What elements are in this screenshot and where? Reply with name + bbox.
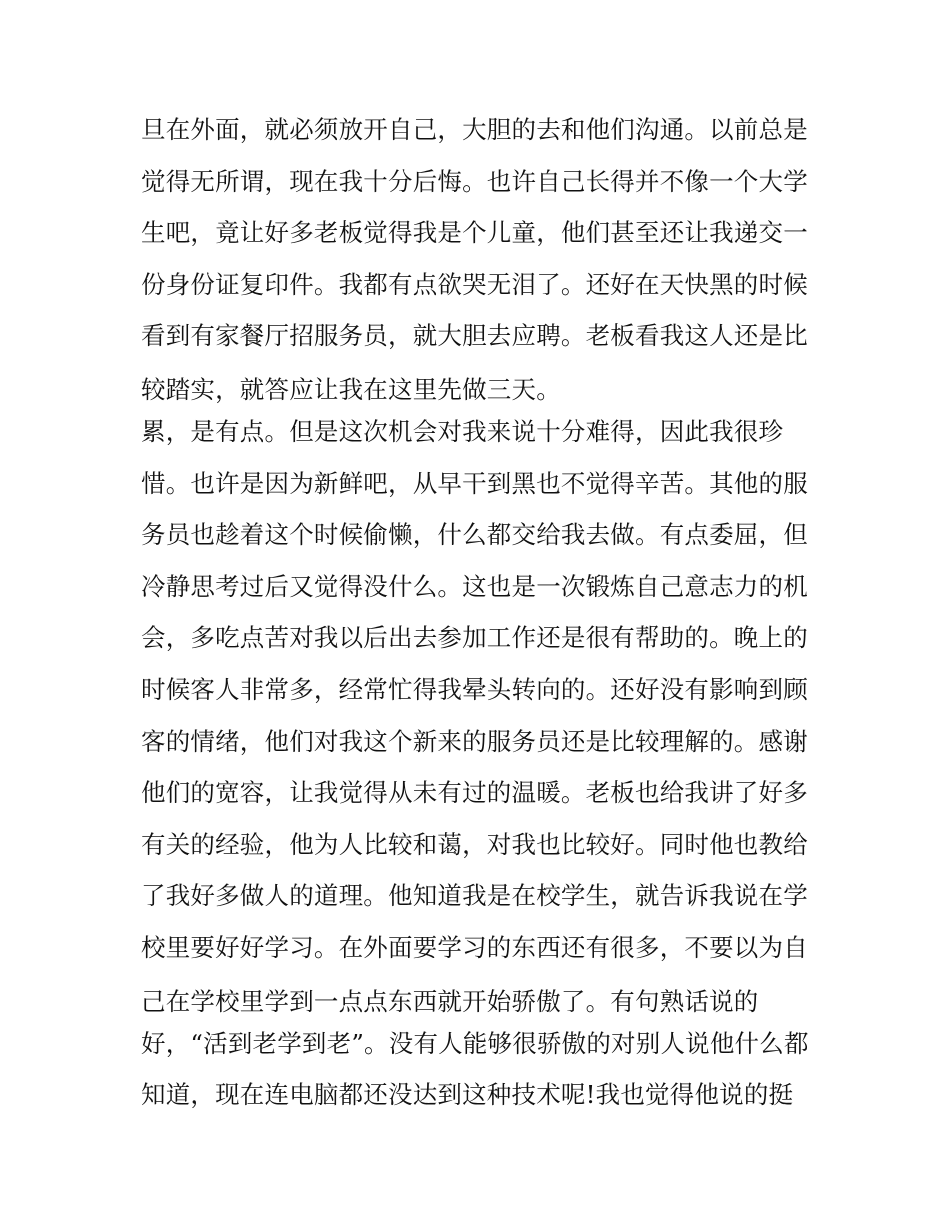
text-line: 好，“活到老学到老”。没有人能够很骄傲的对别人说他什么都 (141, 1028, 809, 1058)
text-line: 生吧，竟让好多老板觉得我是个儿童，他们甚至还让我递交一 (141, 218, 808, 248)
text-line: 觉得无所谓，现在我十分后悔。也许自己长得并不像一个大学 (141, 166, 808, 196)
body-text (141, 110, 821, 1127)
text-line: 己在学校里学到一点点东西就开始骄傲了。有句熟话说的 (141, 986, 759, 1016)
text-line: 份身份证复印件。我都有点欲哭无泪了。还好在天快黑的时候 (141, 269, 808, 299)
text-line: 了我好多做人的道理。他知道我是在校学生，就告诉我说在学 (141, 881, 808, 911)
text-line: 较踏实，就答应让我在这里先做三天。 (141, 374, 561, 404)
text-line: 他们的宽容，让我觉得从未有过的温暖。老板也给我讲了好多 (141, 778, 808, 808)
text-line: 看到有家餐厅招服务员，就大胆去应聘。老板看我这人还是比 (141, 321, 808, 351)
text-line: 客的情绪，他们对我这个新来的服务员还是比较理解的。感谢 (141, 726, 808, 756)
text-line: 会，多吃点苦对我以后出去参加工作还是很有帮助的。晚上的 (141, 623, 808, 653)
text-line: 务员也趁着这个时候偷懒，什么都交给我去做。有点委屈，但 (141, 520, 808, 550)
text-line: 累，是有点。但是这次机会对我来说十分难得，因此我很珍 (141, 416, 784, 446)
text-line: 时候客人非常多，经常忙得我晕头转向的。还好没有影响到顾 (141, 674, 808, 704)
text-line: 有关的经验，他为人比较和蔼，对我也比较好。同时他也教给 (141, 829, 808, 859)
text-line: 旦在外面，就必须放开自己，大胆的去和他们沟通。以前总是 (141, 115, 808, 144)
text-line: 校里要好好学习。在外面要学习的东西还有很多，不要以为自 (141, 932, 808, 962)
text-line: 知道，现在连电脑都还没达到这种技术呢!我也觉得他说的挺 (141, 1080, 794, 1110)
text-line: 冷静思考过后又觉得没什么。这也是一次锻炼自己意志力的机 (141, 571, 808, 601)
text-line: 惜。也许是因为新鲜吧，从早干到黑也不觉得辛苦。其他的服 (141, 468, 808, 498)
